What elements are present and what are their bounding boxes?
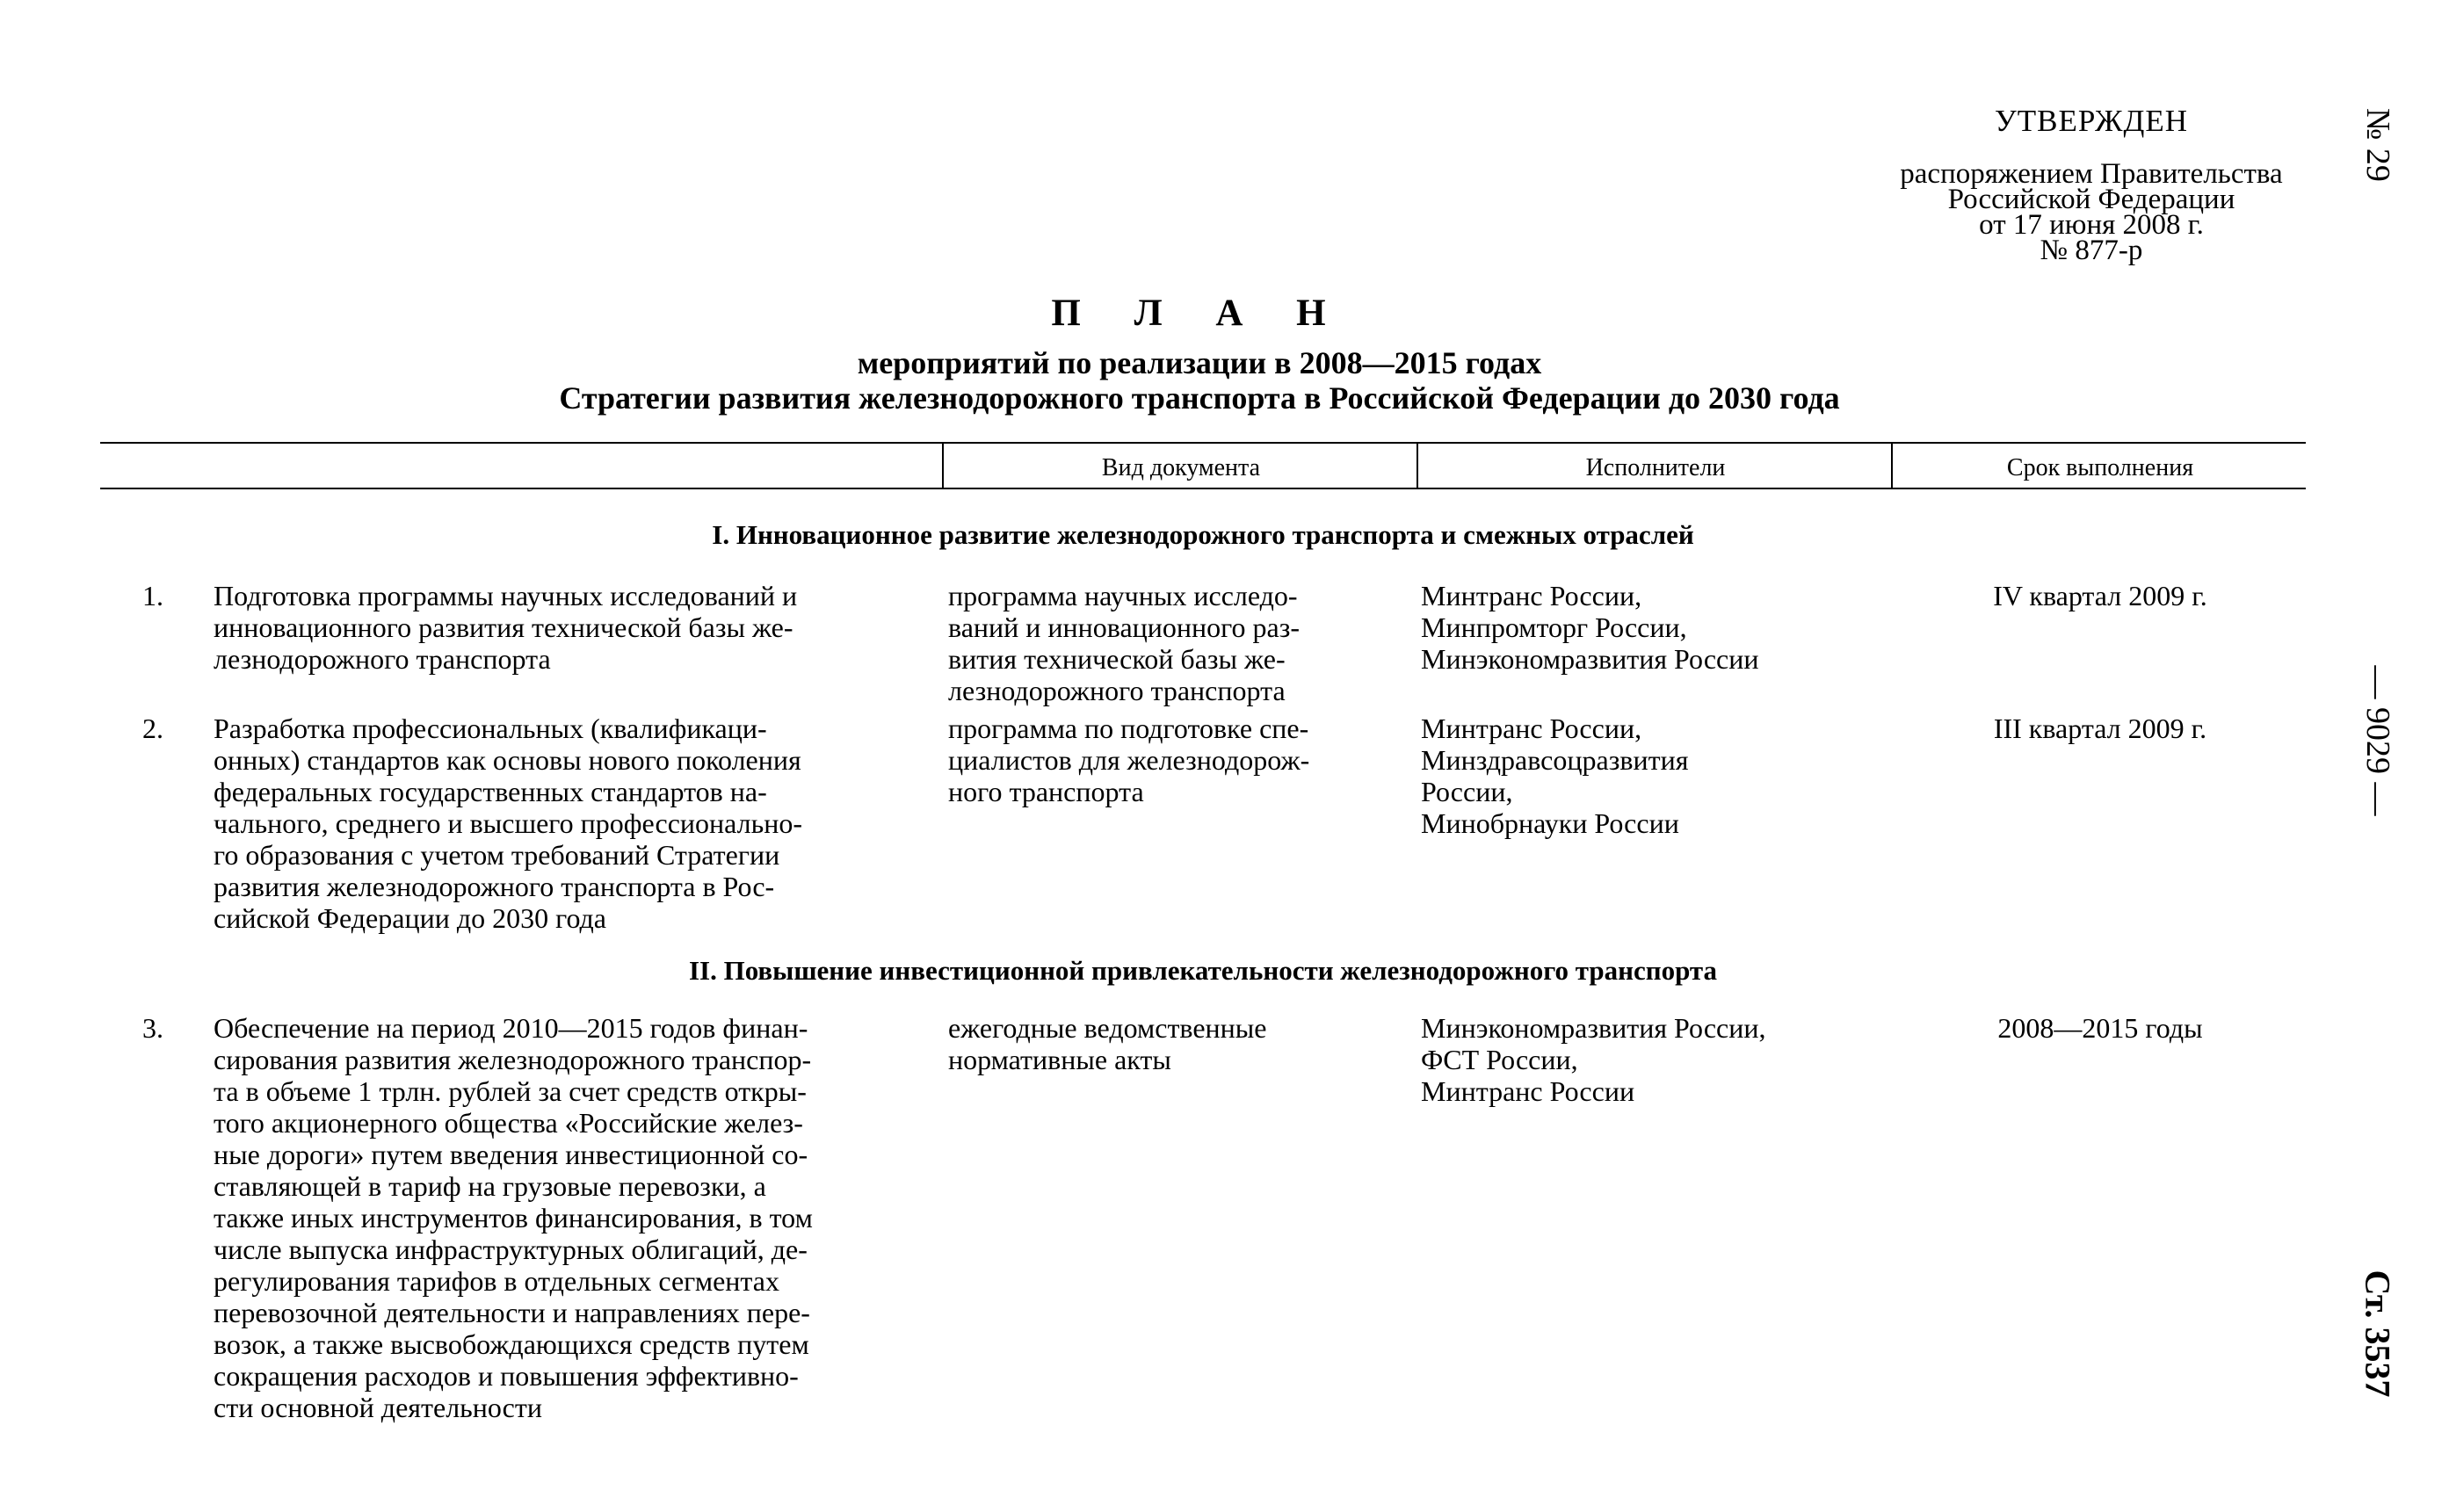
text-line: Минэкономразвития России, bbox=[1421, 1012, 1766, 1044]
text-line: вития технической базы же- bbox=[948, 643, 1286, 675]
column-header-deadline: Срок выполнения bbox=[1891, 444, 2308, 488]
document-type-cell bbox=[948, 580, 1377, 706]
measure-cell bbox=[214, 1012, 906, 1423]
text-line: онных) стандартов как основы нового поколения bbox=[214, 744, 801, 776]
text-line: Минобрнауки России bbox=[1421, 807, 1679, 839]
text-line: перевозочной деятельности и направлениях пере- bbox=[214, 1297, 810, 1328]
text-line: того акционерного общества «Российские желез- bbox=[214, 1107, 803, 1139]
text-line: нормативные акты bbox=[948, 1044, 1171, 1075]
text-line: развития железнодорожного транспорта в Рос- bbox=[214, 871, 775, 902]
text-line: программа научных исследо- bbox=[948, 580, 1298, 611]
document-subtitle bbox=[0, 345, 2399, 416]
text-line: Обеспечение на период 2010—2015 годов финан- bbox=[214, 1012, 808, 1044]
measure-cell bbox=[214, 580, 906, 675]
article-number: Ст. 3537 bbox=[2358, 1270, 2398, 1398]
text-line: ежегодные ведомственные bbox=[948, 1012, 1267, 1044]
text-line: ФСТ России, bbox=[1421, 1044, 1578, 1075]
text-line: сирования развития железнодорожного транспор- bbox=[214, 1044, 812, 1075]
document-type-cell bbox=[948, 713, 1377, 807]
approval-line: от 17 июня 2008 г. bbox=[1979, 209, 2204, 241]
text-line: Разработка профессиональных (квалификаци- bbox=[214, 713, 767, 744]
text-line: Минтранс России, bbox=[1421, 580, 1642, 611]
text-line: ваний и инновационного раз- bbox=[948, 611, 1300, 643]
text-line: чального, среднего и высшего профессионально- bbox=[214, 807, 802, 839]
text-line: инновационного развития технической базы же- bbox=[214, 611, 793, 643]
issue-number: № 29 bbox=[2359, 108, 2396, 182]
text-line: федеральных государственных стандартов на- bbox=[214, 776, 767, 807]
text-line: Минздравсоцразвития bbox=[1421, 744, 1689, 776]
text-line: лезнодорожного транспорта bbox=[948, 675, 1286, 706]
text-line: России, bbox=[1421, 776, 1513, 807]
document-title: П Л А Н bbox=[1051, 293, 1348, 334]
text-line: го образования с учетом требований Стратегии bbox=[214, 839, 780, 871]
text-line: регулирования тарифов в отдельных сегментах bbox=[214, 1265, 779, 1297]
deadline-cell: IV квартал 2009 г. bbox=[1993, 580, 2207, 611]
text-line: та в объеме 1 трлн. рублей за счет средств откры- bbox=[214, 1075, 807, 1107]
text-line: ные дороги» путем введения инвестиционной со- bbox=[214, 1139, 808, 1170]
subtitle-line: Стратегии развития железнодорожного транспорта в Российской Федерации до 2030 года bbox=[559, 380, 1840, 416]
text-line: числе выпуска инфраструктурных облигаций, де- bbox=[214, 1233, 808, 1265]
column-header-executors: Исполнители bbox=[1417, 444, 1893, 488]
text-line: сокращения расходов и повышения эффективно- bbox=[214, 1360, 799, 1392]
table-header bbox=[100, 442, 2306, 489]
text-line: ставляющей в тариф на грузовые перевозки, а bbox=[214, 1170, 766, 1202]
text-line: Минпромторг России, bbox=[1421, 611, 1687, 643]
text-line: циалистов для железнодорож- bbox=[948, 744, 1310, 776]
measure-cell bbox=[214, 713, 906, 934]
page-number: — 9029 — bbox=[2359, 665, 2396, 816]
text-line: сти основной деятельности bbox=[214, 1392, 542, 1423]
row-number: 2. bbox=[142, 713, 163, 744]
text-line: сийской Федерации до 2030 года bbox=[214, 902, 606, 934]
section-title: I. Инновационное развитие железнодорожного транспорта и смежных отраслей bbox=[712, 519, 1694, 550]
approval-line: Российской Федерации bbox=[1947, 184, 2235, 215]
section-title: II. Повышение инвестиционной привлекательности железнодорожного транспорта bbox=[688, 955, 1718, 986]
approval-label: УТВЕРЖДЕН bbox=[1994, 104, 2188, 138]
deadline-cell: III квартал 2009 г. bbox=[1993, 713, 2207, 744]
approval-block bbox=[1872, 104, 2311, 264]
deadline-cell: 2008—2015 годы bbox=[1997, 1012, 2203, 1044]
approval-line: распоряжением Правительства bbox=[1900, 158, 2283, 190]
text-line: Подготовка программы научных исследований и bbox=[214, 580, 798, 611]
text-line: возок, а также высвобождающихся средств путем bbox=[214, 1328, 809, 1360]
text-line: программа по подготовке спе- bbox=[948, 713, 1309, 744]
text-line: Минтранс России bbox=[1421, 1075, 1635, 1107]
executors-cell bbox=[1421, 580, 1860, 675]
text-line: ного транспорта bbox=[948, 776, 1144, 807]
document-type-cell bbox=[948, 1012, 1377, 1075]
approval-line: № 877-р bbox=[2040, 235, 2143, 266]
text-line: также иных инструментов финансирования, в том bbox=[214, 1202, 813, 1233]
column-header-document-type: Вид документа bbox=[942, 444, 1418, 488]
row-number: 3. bbox=[142, 1012, 163, 1044]
text-line: лезнодорожного транспорта bbox=[214, 643, 551, 675]
executors-cell bbox=[1421, 713, 1860, 839]
executors-cell bbox=[1421, 1012, 1860, 1107]
subtitle-line: мероприятий по реализации в 2008—2015 годах bbox=[857, 345, 1542, 380]
text-line: Минэкономразвития России bbox=[1421, 643, 1759, 675]
row-number: 1. bbox=[142, 580, 163, 611]
text-line: Минтранс России, bbox=[1421, 713, 1642, 744]
